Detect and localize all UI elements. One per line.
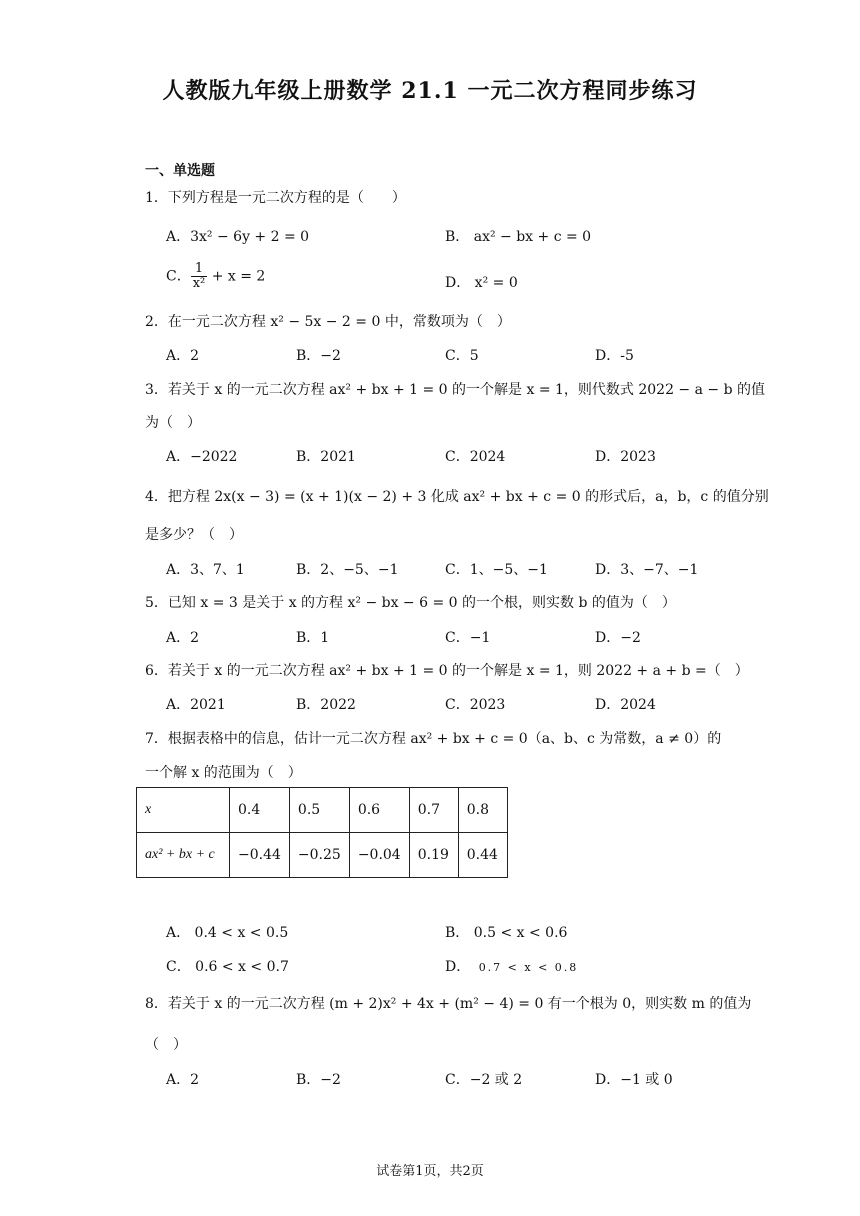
table-cell: −0.44 [230, 833, 290, 878]
q4-option-a: A．3、7、1 [166, 562, 245, 578]
q3-option-c: C．2024 [445, 449, 506, 465]
table-cell: 0.5 [289, 788, 349, 833]
table-cell: 0.7 [409, 788, 458, 833]
q8-option-b: B．−2 [296, 1072, 341, 1088]
table-cell: ax² + bx + c [137, 833, 230, 878]
q6-option-b: B．2022 [296, 697, 356, 713]
question-5-stem: 5．已知 x = 3 是关于 x 的方程 x² − bx − 6 = 0 的一个根，则实数 b 的值为（ ） [145, 595, 676, 611]
q7-option-a: A． 0.4 < x < 0.5 [166, 925, 289, 941]
q7-option-d [445, 956, 578, 976]
q3-option-d: D．2023 [595, 449, 656, 465]
q5-option-a: A．2 [166, 630, 200, 646]
q1-option-a: A．3x² − 6y + 2 = 0 [166, 229, 310, 245]
q3-option-b: B．2021 [296, 449, 356, 465]
fraction-numerator: 1 [191, 262, 208, 277]
table-cell: 0.8 [458, 788, 507, 833]
q6-option-d: D．2024 [595, 697, 656, 713]
q4-option-c: C．1、−5、−1 [445, 562, 548, 578]
q1-option-c-label: C． [166, 268, 191, 285]
fraction-denominator: x² [192, 276, 206, 291]
question-2-stem: 2．在一元二次方程 x² − 5x − 2 = 0 中，常数项为（ ） [145, 314, 511, 330]
q7-option-d-math: 0.7 < x < 0.8 [478, 961, 579, 974]
q3-option-a: A．−2022 [166, 449, 238, 465]
q8-option-c: C．−2 或 2 [445, 1072, 523, 1088]
q4-option-d: D．3、−7、−1 [595, 562, 699, 578]
q5-option-c: C．−1 [445, 630, 491, 646]
q2-option-c: C．5 [445, 348, 479, 364]
question-4-stem-line1: 4．把方程 2x(x − 3) = (x + 1)(x − 2) + 3 化成 ax² + bx + c = 0 的形式后，a，b，c 的值分别 [145, 489, 769, 505]
question-3-stem-line1: 3．若关于 x 的一元二次方程 ax² + bx + 1 = 0 的一个解是 x = 1，则代数式 2022 − a − b 的值 [145, 382, 766, 398]
q6-option-a: A．2021 [166, 697, 226, 713]
q8-option-d: D．−1 或 0 [595, 1072, 673, 1088]
table-row [137, 833, 508, 878]
q7-option-c: C． 0.6 < x < 0.7 [166, 959, 289, 975]
q8-option-a: A．2 [166, 1072, 200, 1088]
table-cell: 0.4 [230, 788, 290, 833]
question-6-stem: 6．若关于 x 的一元二次方程 ax² + bx + 1 = 0 的一个解是 x = 1，则 2022 + a + b =（ ） [145, 663, 749, 679]
q7-option-d-label: D． [445, 959, 471, 975]
q5-option-b: B．1 [296, 630, 330, 646]
section-heading: 一、单选题 [145, 163, 215, 179]
question-3-stem-line2: 为（ ） [145, 415, 201, 431]
q2-option-a: A．2 [166, 348, 200, 364]
table-cell: 0.19 [409, 833, 458, 878]
fraction [191, 262, 208, 291]
question-7-stem-line1: 7．根据表格中的信息，估计一元二次方程 ax² + bx + c = 0（a、b、c 为常数，a ≠ 0）的 [145, 731, 722, 747]
page-footer: 试卷第1页，共2页 [376, 1164, 484, 1179]
table-cell: −0.25 [289, 833, 349, 878]
q4-option-b: B．2、−5、−1 [296, 562, 399, 578]
table-cell: 0.6 [349, 788, 409, 833]
question-7-stem-line2: 一个解 x 的范围为（ ） [145, 765, 302, 781]
q2-option-b: B．−2 [296, 348, 341, 364]
q1-option-d: D． x² = 0 [445, 275, 518, 291]
page-title: 人教版九年级上册数学 21.1 一元二次方程同步练习 [162, 78, 698, 104]
q1-option-c-rest: + x = 2 [207, 268, 266, 285]
question-8-stem-line2: （ ） [145, 1037, 187, 1053]
question-1-stem: 1．下列方程是一元二次方程的是（ ） [145, 190, 406, 206]
table-cell: −0.04 [349, 833, 409, 878]
q6-option-c: C．2023 [445, 697, 506, 713]
table-cell: 0.44 [458, 833, 507, 878]
value-table [136, 787, 508, 878]
table-row [137, 788, 508, 833]
question-4-stem-line2: 是多少？（ ） [145, 527, 243, 543]
q1-option-b: B． ax² − bx + c = 0 [445, 229, 592, 245]
q2-option-d: D．-5 [595, 348, 634, 364]
table-cell: x [137, 788, 230, 833]
q5-option-d: D．−2 [595, 630, 641, 646]
q1-option-c [166, 262, 265, 291]
q7-option-b: B． 0.5 < x < 0.6 [445, 925, 568, 941]
question-8-stem-line1: 8．若关于 x 的一元二次方程 (m + 2)x² + 4x + (m² − 4) = 0 有一个根为 0，则实数 m 的值为 [145, 996, 752, 1012]
